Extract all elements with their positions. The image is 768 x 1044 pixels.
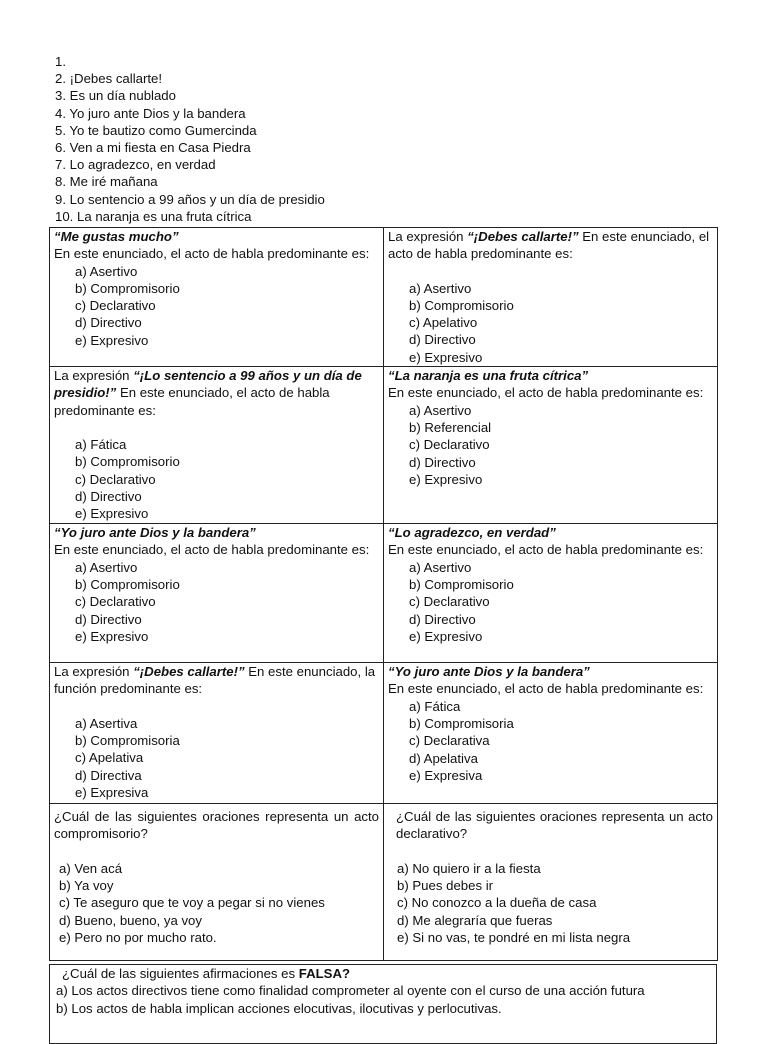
list-item: 5. Yo te bautizo como Gumercinda bbox=[55, 122, 257, 138]
option: d) Bueno, bueno, ya voy bbox=[59, 912, 202, 928]
question-cell-7 bbox=[50, 663, 384, 804]
question-text bbox=[388, 228, 713, 263]
question-stem: ¿Cuál de las siguientes afirmaciones es bbox=[62, 966, 299, 981]
list-item: 3. Es un día nublado bbox=[55, 88, 176, 104]
question-text: En este enunciado, el acto de habla predominante es: bbox=[54, 246, 370, 262]
options-list bbox=[388, 280, 713, 366]
question-rest: En este enunciado, el acto de habla predominante es: bbox=[54, 385, 330, 418]
question-cell-11 bbox=[49, 964, 717, 1044]
question-title: “Yo juro ante Dios y la bandera” bbox=[54, 525, 256, 541]
option: e) Expresiva bbox=[409, 767, 483, 783]
option: a) Asertivo bbox=[409, 280, 472, 296]
list-item: 7. Lo agradezco, en verdad bbox=[55, 157, 216, 173]
question-text: En este enunciado, el acto de habla predominante es: bbox=[388, 681, 704, 697]
option: a) Ven acá bbox=[59, 860, 123, 876]
question-title: “La naranja es una fruta cítrica” bbox=[388, 368, 589, 384]
option: b) Compromisorio bbox=[75, 280, 180, 296]
question-title: “¡Debes callarte!” bbox=[467, 229, 579, 244]
option: a) Asertivo bbox=[409, 402, 472, 418]
option: d) Directivo bbox=[75, 611, 142, 627]
question-cell-5 bbox=[50, 524, 384, 663]
option: c) Declarativa bbox=[409, 733, 490, 749]
option: a) Fática bbox=[75, 436, 127, 452]
question-cell-3 bbox=[50, 367, 384, 524]
option: c) Declarativo bbox=[75, 594, 156, 610]
option: b) Compromisorio bbox=[75, 454, 180, 470]
option: c) Declarativo bbox=[75, 298, 156, 314]
option: e) Expresivo bbox=[75, 628, 149, 644]
list-item: 9. Lo sentencio a 99 años y un día de presidio bbox=[55, 191, 325, 207]
option: c) Apelativo bbox=[409, 315, 478, 331]
list-item: 8. Me iré mañana bbox=[55, 174, 158, 190]
options-list bbox=[54, 436, 379, 522]
option: a) Asertivo bbox=[409, 559, 472, 575]
option: e) Expresivo bbox=[75, 332, 149, 348]
question-title: “Lo agradezco, en verdad” bbox=[388, 525, 556, 541]
question-pre: La expresión bbox=[54, 664, 134, 680]
question-text bbox=[54, 965, 712, 982]
question-pre: La expresión bbox=[388, 229, 468, 244]
options-list bbox=[54, 559, 379, 645]
question-rest: En este enunciado, el acto de habla predominante es: bbox=[388, 229, 710, 262]
option: c) Declarativo bbox=[409, 594, 490, 610]
option: e) Expresiva bbox=[75, 784, 149, 800]
sentence-list bbox=[55, 53, 325, 225]
question-cell-4 bbox=[384, 367, 718, 524]
question-title: “¡Lo sentencio a 99 años y un día de presidio!” bbox=[54, 368, 362, 401]
list-item: 4. Yo juro ante Dios y la bandera bbox=[55, 105, 246, 121]
option: b) Pues debes ir bbox=[397, 877, 494, 893]
question-title: “¡Debes callarte!” bbox=[133, 664, 245, 680]
option: b) Los actos de habla implican acciones elocutivas, ilocutivas y perlocutivas. bbox=[56, 1000, 502, 1016]
list-item: 1. bbox=[55, 54, 66, 69]
option: a) Asertiva bbox=[75, 715, 138, 731]
option: c) Declarativo bbox=[409, 437, 490, 453]
options-list bbox=[388, 860, 713, 946]
option: a) Los actos directivos tiene como finalidad comprometer al oyente con el curso de una acción futura bbox=[56, 983, 645, 999]
question-text: ¿Cuál de las siguientes oraciones representa un acto declarativo? bbox=[396, 809, 713, 842]
option: d) Directiva bbox=[75, 767, 142, 783]
option: e) Expresivo bbox=[409, 349, 483, 365]
question-cell-9 bbox=[50, 804, 384, 961]
option: d) Apelativa bbox=[409, 750, 478, 766]
option: b) Compromisorio bbox=[409, 297, 514, 313]
question-emphasis: FALSA? bbox=[298, 966, 351, 981]
question-cell-2 bbox=[384, 228, 718, 367]
option: d) Directivo bbox=[75, 488, 142, 504]
option: d) Me alegraría que fueras bbox=[397, 912, 553, 928]
list-item: 2. ¡Debes callarte! bbox=[55, 71, 163, 87]
question-text bbox=[54, 663, 379, 698]
option: c) No conozco a la dueña de casa bbox=[397, 895, 597, 911]
question-text: En este enunciado, el acto de habla predominante es: bbox=[388, 385, 704, 401]
option: e) Si no vas, te pondré en mi lista negra bbox=[397, 929, 631, 945]
options-list bbox=[54, 263, 379, 349]
option: a) Asertivo bbox=[75, 263, 138, 279]
option: b) Ya voy bbox=[59, 877, 114, 893]
question-text bbox=[54, 367, 379, 419]
option: e) Expresivo bbox=[409, 471, 483, 487]
option: e) Pero no por mucho rato. bbox=[59, 929, 217, 945]
option: b) Compromisorio bbox=[75, 576, 180, 592]
option: c) Te aseguro que te voy a pegar si no vienes bbox=[59, 895, 325, 911]
option: e) Expresivo bbox=[409, 628, 483, 644]
option: b) Compromisorio bbox=[409, 576, 514, 592]
question-rest: En este enunciado, la función predominante es: bbox=[54, 664, 376, 697]
option: a) Asertivo bbox=[75, 559, 138, 575]
question-table bbox=[49, 227, 718, 961]
list-item: 6. Ven a mi fiesta en Casa Piedra bbox=[55, 140, 251, 156]
question-text: ¿Cuál de las siguientes oraciones representa un acto compromisorio? bbox=[54, 809, 379, 842]
option: d) Directivo bbox=[409, 611, 476, 627]
option: a) No quiero ir a la fiesta bbox=[397, 860, 541, 876]
question-text: En este enunciado, el acto de habla predominante es: bbox=[388, 542, 704, 558]
options-list bbox=[54, 715, 379, 801]
question-title: “Yo juro ante Dios y la bandera” bbox=[388, 664, 590, 680]
option: d) Directivo bbox=[409, 332, 476, 348]
option: c) Apelativa bbox=[75, 750, 144, 766]
options-list bbox=[388, 402, 713, 488]
question-pre: La expresión bbox=[54, 368, 134, 384]
option: b) Compromisoria bbox=[75, 732, 180, 748]
options-list bbox=[388, 698, 713, 784]
question-cell-10 bbox=[384, 804, 718, 961]
option: a) Fática bbox=[409, 698, 461, 714]
question-title: “Me gustas mucho” bbox=[54, 229, 179, 244]
option: b) Referencial bbox=[409, 419, 492, 435]
option: d) Directivo bbox=[409, 454, 476, 470]
question-cell-1 bbox=[50, 228, 384, 367]
option: d) Directivo bbox=[75, 315, 142, 331]
options-list bbox=[388, 559, 713, 645]
option: b) Compromisoria bbox=[409, 715, 514, 731]
question-cell-6 bbox=[384, 524, 718, 663]
question-text: En este enunciado, el acto de habla predominante es: bbox=[54, 542, 370, 558]
list-item: 10. La naranja es una fruta cítrica bbox=[55, 208, 252, 224]
option: c) Declarativo bbox=[75, 471, 156, 487]
option: e) Expresivo bbox=[75, 506, 149, 522]
options-list bbox=[54, 860, 379, 946]
question-cell-8 bbox=[384, 663, 718, 804]
